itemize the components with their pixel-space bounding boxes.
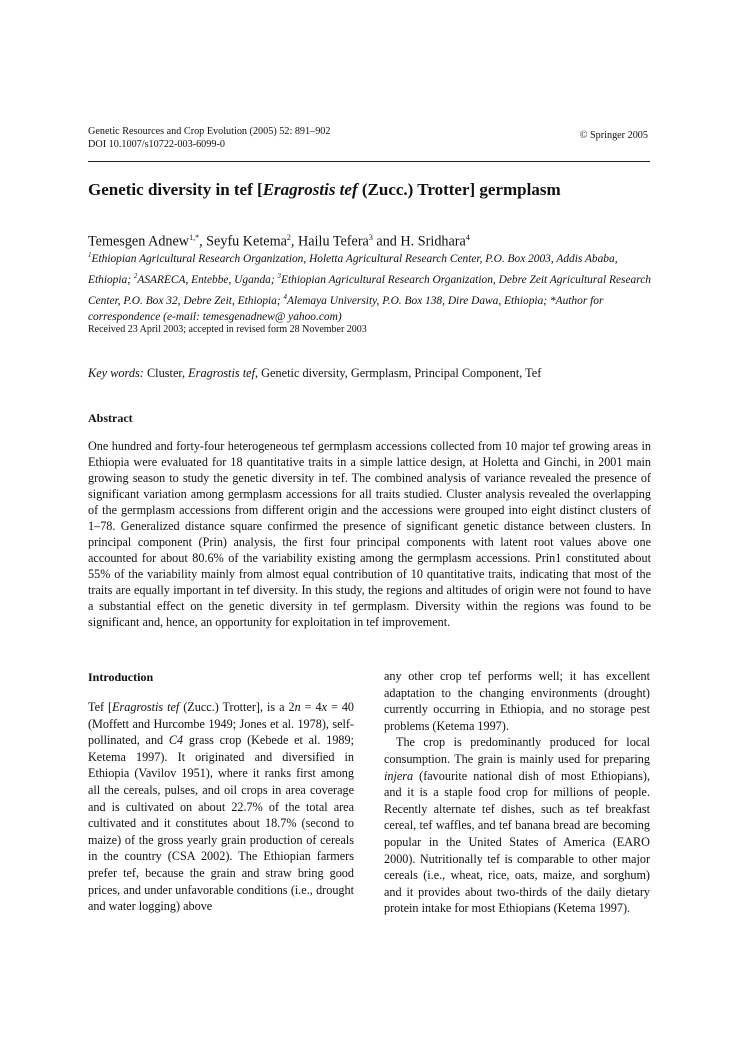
intro-paragraph-1: Tef [Eragrostis tef (Zucc.) Trotter], is a 2n = 4x = 40 (Moffett and Hurcombe 1949; Jones et al. 1978), self-pollinated, and C4 grass crop (Kebede et al. 1989; Ketema 1997). It originated and diversified in Ethiopia (Vavilov 1951), where it ranks first among all the cereals, pulses, and oil crops in area coverage and is cultivated on about 22.7% of the total area cultivated and it constitutes about 18.7% (second to maize) of the gross yearly grain production of cereals in the country (CSA 2002). The Ethiopian farmers prefer tef, because the grain and straw bring good prices, and under unfavorable conditions (i.e., drought and water logging) above — [88, 700, 355, 914]
keywords: Key words: Cluster, Eragrostis tef, Genetic diversity, Germplasm, Principal Component, Tef — [88, 366, 542, 380]
author-list: Temesgen Adnew$^{1,*}$, Seyfu Ketema$^2$, Hailu Tefera$^3$ and H. Sridhara$^4$ — [88, 233, 470, 250]
intro-paragraph-1-cont: any other crop tef performs well; it has excellent adaptation to the changing environments (drought) currently occurring in Ethiopia, and no storage pest problems (Ketema 1997). — [384, 669, 650, 733]
intro-paragraph-2: The crop is predominantly produced for local consumption. The grain is mainly used for preparing injera (favourite national dish of most Ethiopians), and it is a staple food crop for millions of people. Recently alternate tef dishes, such as tef breakfast cereal, tef waffles, and tef banana bread are becoming popular in the United States of America (EARO 2000). Nutritionally tef is comparable to other major cereals (i.e., wheat, rice, oats, maize, and sorghum) and it provides about two-thirds of the daily dietary protein intake for most Ethiopians (Ketema 1997). — [384, 735, 650, 916]
introduction-heading: Introduction — [88, 670, 154, 684]
publisher-copyright: © Springer 2005 — [579, 130, 648, 141]
introduction-right-column — [384, 668, 650, 917]
abstract-heading: Abstract — [88, 411, 133, 425]
affiliations: $^1$Ethiopian Agricultural Research Organization, Holetta Agricultural Research Center, P.O. Box 2003, Addis Ababa, Ethiopia; $^2$ASARECA, Entebbe, Uganda; $^3$Ethiopian Agricultural Research Organization, Debre Zeit Agricultural Research Center, P.O. Box 32, Debre Zeit, Ethiopia; $^4$Alemaya University, P.O. Box 138, Dire Dawa, Ethiopia; *Author for correspondence (e-mail: temesgenadnew@ yahoo.com) — [88, 251, 651, 324]
header-divider — [88, 161, 650, 162]
abstract-text: One hundred and forty-four heterogeneous tef germplasm accessions collected from 10 major tef growing areas in Ethiopia were evaluated for 18 quantitative traits in a simple lattice design, at Holetta and Ginchi, in 2001 main growing season to study the genetic diversity in tef. The combined analysis of variance revealed the presence of significant variation among germplasm accessions for all traits studied. Cluster analysis revealed the overlapping of the germplasm accessions from different origin and the accessions were grouped into eight distinct clusters of 1–78. Generalized distance square confirmed the presence of significant genetic distance between clusters. In principal component (Prin) analysis, the first four principal components with latent root values above one accounted for about 80.6% of the variability existing among the germplasm accessions. Prin1 constituted about 55% of the variability mainly from almost equal contribution of 10 quantitative traits, indicating that most of the traits are equally important in tef diversity. In this study, the regions and altitudes of origin were not found to have a substantial effect on the genetic diversity in tef germplasm. Diversity within the regions was found to be significant and, hence, an opportunity for exploitation in tef improvement. — [88, 439, 651, 629]
doi: DOI 10.1007/s10722-003-6099-0 — [88, 139, 225, 150]
journal-citation: Genetic Resources and Crop Evolution (2005) 52: 891–902 — [88, 126, 331, 137]
article-title: Genetic diversity in tef [Eragrostis tef (Zucc.) Trotter] germplasm — [88, 180, 561, 199]
introduction-left-column — [88, 699, 354, 915]
received-dates: Received 23 April 2003; accepted in revised form 28 November 2003 — [88, 324, 367, 335]
journal-header — [88, 125, 330, 151]
